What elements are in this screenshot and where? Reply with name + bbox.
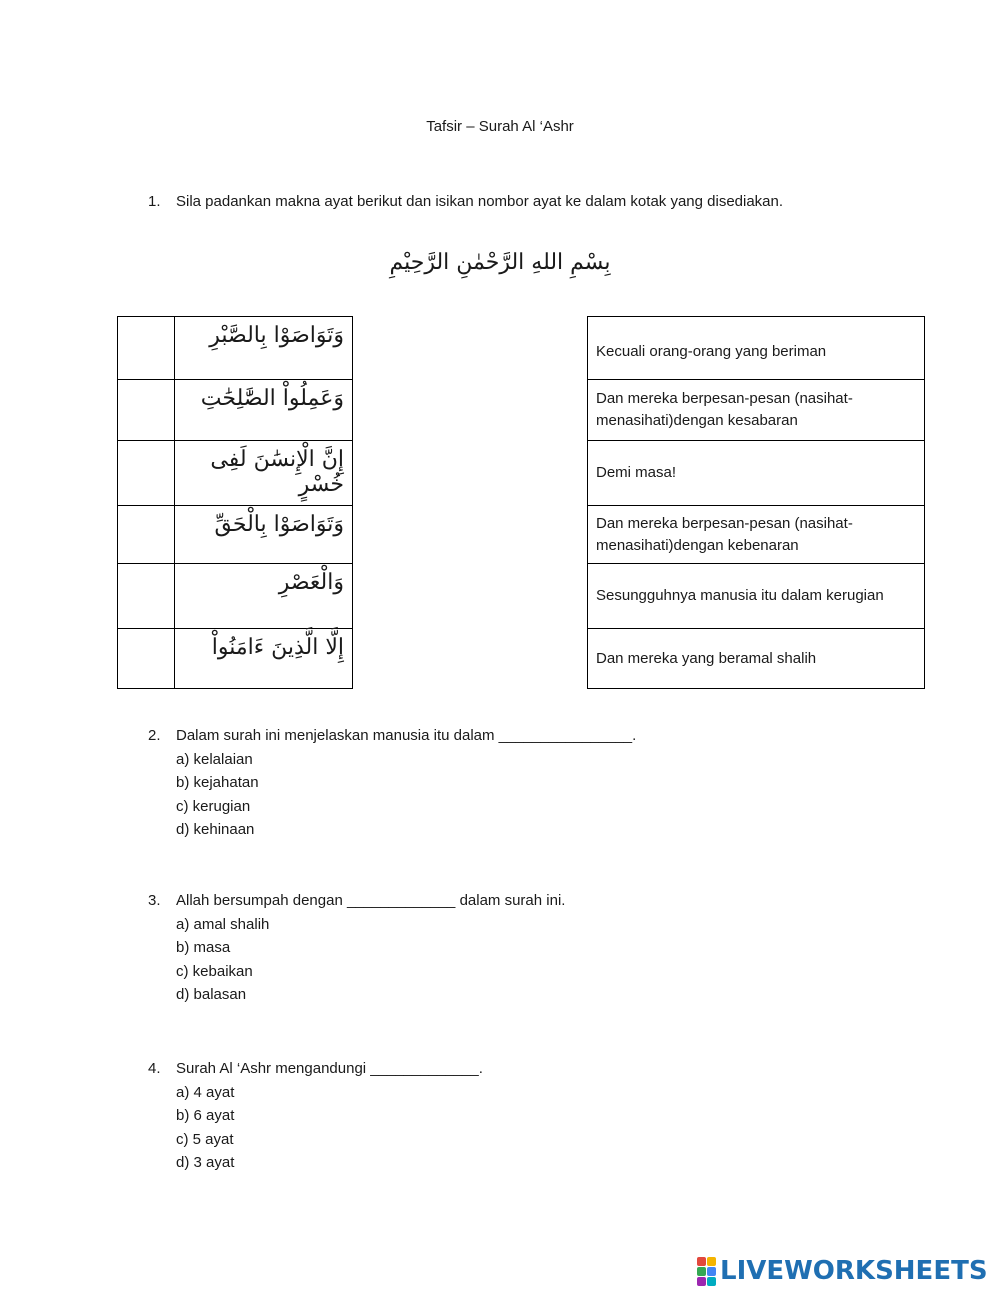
question-text: Surah Al ‘Ashr mengandungi _____________.: [176, 1060, 483, 1077]
answer-box[interactable]: [118, 441, 175, 506]
option[interactable]: c) 5 ayat: [176, 1130, 234, 1148]
option[interactable]: c) kerugian: [176, 797, 251, 815]
meaning-cell: Dan mereka berpesan-pesan (nasihat-menasihati)dengan kesabaran: [588, 380, 925, 441]
meanings-table: [587, 316, 925, 689]
answer-box[interactable]: [118, 317, 175, 380]
option[interactable]: a) amal shalih: [176, 915, 270, 933]
liveworksheets-logo: [697, 1256, 988, 1286]
option[interactable]: d) kehinaan: [176, 821, 255, 838]
question-3: [148, 889, 565, 1007]
worksheet-title: Tafsir – Surah Al ‘Ashr: [426, 118, 574, 135]
question-number: 2.: [148, 727, 161, 744]
question-text: Allah bersumpah dengan _____________ dalam surah ini.: [176, 892, 566, 909]
arabic-verse: وَتَوَاصَوْا بِالْحَقِّ: [175, 506, 353, 564]
option[interactable]: b) masa: [176, 939, 231, 956]
question-1: [148, 190, 783, 214]
option[interactable]: d) balasan: [176, 986, 247, 1003]
logo-blocks-icon: [697, 1257, 716, 1286]
logo-block: [697, 1277, 706, 1286]
meaning-cell: Kecuali orang-orang yang beriman: [588, 317, 925, 380]
arabic-verse: وَالْعَصْرِ: [175, 564, 353, 629]
option[interactable]: a) kelalaian: [176, 750, 253, 768]
arabic-verse: إِلَّا الَّذِينَ ءَامَنُواْ: [175, 629, 353, 689]
logo-wordmark: LIVEWORKSHEETS: [720, 1256, 988, 1286]
option[interactable]: b) kejahatan: [176, 774, 259, 791]
logo-block: [707, 1277, 716, 1286]
arabic-verses-table: [117, 316, 353, 689]
arabic-verse: وَتَوَاصَوْا بِالصَّبْرِ: [175, 317, 353, 380]
option[interactable]: c) kebaikan: [176, 962, 253, 980]
meaning-cell: Dan mereka yang beramal shalih: [588, 629, 925, 689]
meaning-cell: Sesungguhnya manusia itu dalam kerugian: [588, 564, 925, 629]
logo-block: [707, 1257, 716, 1266]
question-text: Dalam surah ini menjelaskan manusia itu dalam ________________.: [176, 727, 637, 744]
bismillah: بِسْمِ اللهِ الرَّحْمٰنِ الرَّحِيْمِ: [389, 250, 611, 275]
meaning-cell: Dan mereka berpesan-pesan (nasihat-menasihati)dengan kebenaran: [588, 506, 925, 564]
meaning-cell: Demi masa!: [588, 441, 925, 506]
logo-block: [697, 1267, 706, 1276]
question-4: [148, 1057, 483, 1175]
question-2: [148, 724, 636, 842]
question-text: Sila padankan makna ayat berikut dan isikan nombor ayat ke dalam kotak yang disediakan.: [176, 193, 784, 210]
option[interactable]: d) 3 ayat: [176, 1154, 235, 1171]
answer-box[interactable]: [118, 564, 175, 629]
answer-box[interactable]: [118, 506, 175, 564]
question-number: 1.: [148, 193, 161, 210]
answer-box[interactable]: [118, 629, 175, 689]
option[interactable]: a) 4 ayat: [176, 1083, 235, 1101]
answer-box[interactable]: [118, 380, 175, 441]
arabic-verse: إِنَّ الْإِنسَٰنَ لَفِى خُسْرٍ: [175, 441, 353, 506]
logo-block: [707, 1267, 716, 1276]
logo-block: [697, 1257, 706, 1266]
question-number: 3.: [148, 892, 161, 909]
question-number: 4.: [148, 1060, 161, 1077]
option[interactable]: b) 6 ayat: [176, 1107, 235, 1124]
arabic-verse: وَعَمِلُواْ الصَّٰلِحَٰتِ: [175, 380, 353, 441]
